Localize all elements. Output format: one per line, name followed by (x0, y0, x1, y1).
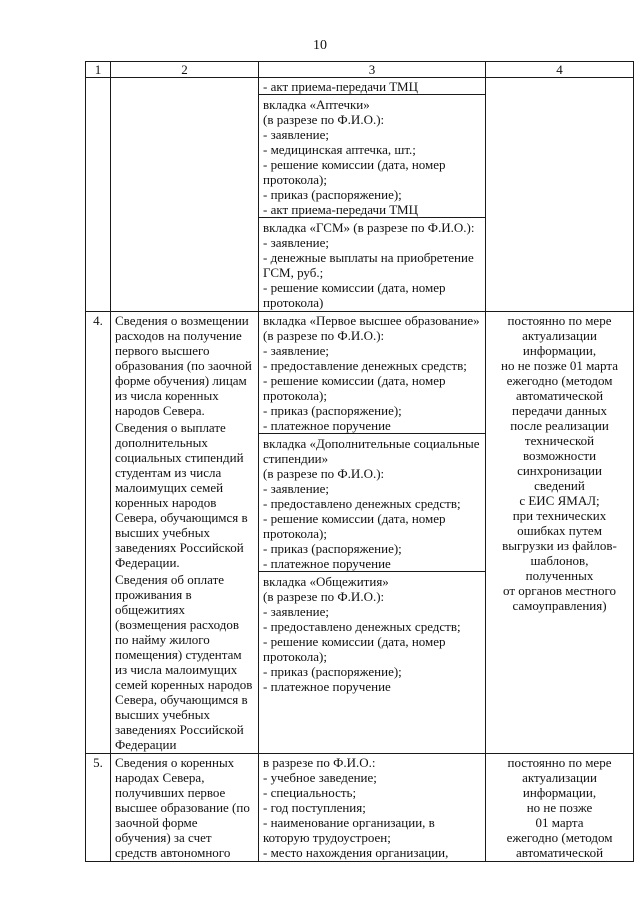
header-cell-3: 3 (259, 62, 486, 78)
details-line: - заявление; (263, 343, 329, 358)
row-details (259, 754, 486, 862)
schedule-line: актуализации (522, 328, 597, 343)
schedule-line: передачи данных (512, 403, 607, 418)
details-line: - год поступления; (263, 800, 366, 815)
details-line: - предоставлено денежных средств; (263, 496, 461, 511)
schedule-line: информации, (522, 785, 597, 800)
schedule-line: технической (524, 433, 595, 448)
data-table (85, 61, 634, 862)
schedule-line: постоянно по мере (507, 755, 612, 770)
details-line: - заявление; (263, 235, 329, 250)
schedule-line: 01 марта (535, 815, 584, 830)
details-line: - платежное поручение (263, 556, 391, 571)
schedule-line: актуализации (522, 770, 597, 785)
table-row (86, 754, 634, 862)
details-line: - медицинская аптечка, шт.; (263, 142, 416, 157)
details-group (259, 217, 485, 310)
schedule-line: возможности (522, 448, 597, 463)
schedule-line: автоматической (515, 388, 604, 403)
details-line: - платежное поручение (263, 679, 391, 694)
schedule-line: с ЕИС ЯМАЛ; (519, 493, 600, 508)
details-line: (в разрезе по Ф.И.О.): (263, 466, 385, 481)
details-line: - приказ (распоряжение); (263, 664, 402, 679)
schedule-line: самоуправления) (512, 598, 607, 613)
row-schedule (486, 78, 634, 312)
details-line: - приказ (распоряжение); (263, 541, 402, 556)
schedule-line: ежегодно (методом (506, 373, 613, 388)
schedule-line: при технических (512, 508, 607, 523)
header-cell-2: 2 (111, 62, 259, 78)
details-line: вкладка «ГСМ» (в разрезе по Ф.И.О.): (263, 220, 475, 235)
schedule-line: сведений (534, 478, 585, 493)
details-line: (в разрезе по Ф.И.О.): (263, 328, 385, 343)
details-line: - заявление; (263, 481, 329, 496)
details-line: - приказ (распоряжение); (263, 403, 402, 418)
schedule-line: от органов местного (503, 583, 616, 598)
details-line: - решение комиссии (дата, номер протокола); (263, 373, 446, 403)
schedule-line: информации, (522, 343, 597, 358)
details-line: (в разрезе по Ф.И.О.): (263, 589, 385, 604)
header-row (86, 62, 634, 78)
row-description (111, 754, 259, 862)
row-description (111, 78, 259, 312)
details-line: (в разрезе по Ф.И.О.): (263, 112, 385, 127)
description-paragraph: Сведения об оплате проживания в общежитиях (возмещения расходов по найму жилого помещения) студентам из числа малоимущих семей коренных народов Севера, обучающимся в высших учебных заведениях Российской Федерации (115, 572, 253, 752)
schedule-line: шаблонов, (530, 553, 589, 568)
details-line: - решение комиссии (дата, номер протокола); (263, 634, 446, 664)
details-group (259, 79, 485, 94)
details-group (259, 433, 485, 571)
details-line: - решение комиссии (дата, номер протокола); (263, 157, 446, 187)
row-schedule (486, 754, 634, 862)
schedule-line: выгрузки из файлов- (502, 538, 617, 553)
row-number: 4. (86, 312, 111, 754)
row-number (86, 78, 111, 312)
schedule-line: но не позже 01 марта (501, 358, 618, 373)
row-details (259, 312, 486, 754)
details-line: - предоставление денежных средств; (263, 358, 467, 373)
header-cell-1: 1 (86, 62, 111, 78)
details-line: - акт приема-передачи ТМЦ (263, 79, 418, 94)
details-group (259, 94, 485, 217)
details-line: - решение комиссии (дата, номер протокола); (263, 511, 446, 541)
details-line: - акт приема-передачи ТМЦ (263, 202, 418, 217)
description-paragraph: Сведения о возмещении расходов на получение первого высшего образования (по заочной форме обучения) лицам из числа коренных народов Севера. (115, 313, 252, 418)
details-line: - место нахождения организации, (263, 845, 449, 860)
schedule-line: ошибках путем (517, 523, 602, 538)
details-group (259, 755, 485, 860)
row-number: 5. (86, 754, 111, 862)
schedule-line: полученных (525, 568, 594, 583)
details-line: - предоставлено денежных средств; (263, 619, 461, 634)
details-line: - наименование организации, в которую трудоустроен; (263, 815, 435, 845)
description-paragraph: Сведения о коренных народах Севера, получивших первое высшее образование (по заочной форме обучения) за счет средств автономного (115, 755, 250, 860)
details-line: - приказ (распоряжение); (263, 187, 402, 202)
description-paragraph: Сведения о выплате дополнительных социальных стипендий студентам из числа малоимущих семей коренных народов Севера, обучающимся в высших учебных заведениях Российской Федерации. (115, 420, 248, 570)
details-line: - заявление; (263, 604, 329, 619)
schedule-line: автоматической (515, 845, 604, 860)
schedule-line: после реализации (510, 418, 609, 433)
details-line: вкладка «Аптечки» (263, 97, 370, 112)
details-line: - платежное поручение (263, 418, 391, 433)
details-line: вкладка «Общежития» (263, 574, 389, 589)
table-row (86, 78, 634, 312)
schedule-line: синхронизации (517, 463, 602, 478)
schedule-line: ежегодно (методом (506, 830, 613, 845)
details-line: - учебное заведение; (263, 770, 377, 785)
details-line: - заявление; (263, 127, 329, 142)
row-details (259, 78, 486, 312)
header-cell-4: 4 (486, 62, 634, 78)
row-schedule (486, 312, 634, 754)
table-row (86, 312, 634, 754)
details-group (259, 313, 485, 433)
details-line: - решение комиссии (дата, номер протокола) (263, 280, 446, 310)
details-group (259, 571, 485, 694)
schedule-line: постоянно по мере (507, 313, 612, 328)
details-line: вкладка «Дополнительные социальные стипендии» (263, 436, 480, 466)
page-number: 10 (313, 38, 327, 53)
details-line: - денежные выплаты на приобретение ГСМ, руб.; (263, 250, 474, 280)
details-line: в разрезе по Ф.И.О.: (263, 755, 376, 770)
schedule-line: но не позже (526, 800, 593, 815)
row-description (111, 312, 259, 754)
details-line: - специальность; (263, 785, 357, 800)
details-line: вкладка «Первое высшее образование» (263, 313, 480, 328)
